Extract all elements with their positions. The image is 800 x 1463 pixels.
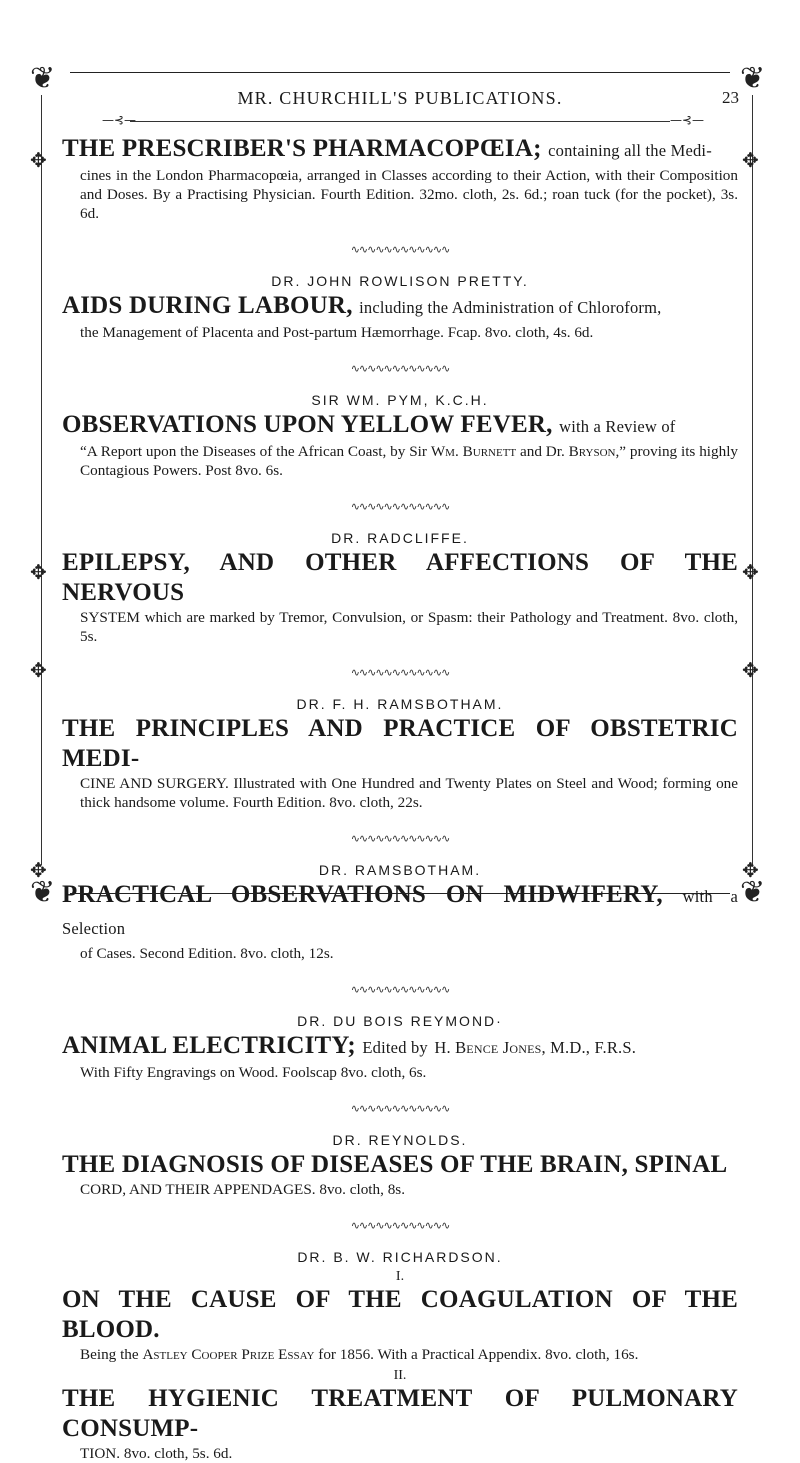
ornament-right-1-icon: ✥	[742, 148, 759, 172]
header-rule-right-icon: —⊰—	[670, 113, 705, 127]
entry-pulmonary-consumption	[62, 1368, 738, 1463]
entry-description: the Management of Placenta and Post-partum Hæmorrhage. Fcap. 8vo. cloth, 4s. 6d.	[80, 324, 594, 341]
wavy-divider: ∿∿∿∿∿∿∿∿∿∿∿∿	[350, 362, 450, 375]
ornament-corner-bottom-left-icon: ❦	[30, 875, 56, 910]
page-number: 23	[722, 88, 739, 107]
wavy-divider: ∿∿∿∿∿∿∿∿∿∿∿∿	[350, 666, 450, 679]
header-rule	[130, 121, 670, 122]
ornament-corner-top-right-icon: ❦	[740, 61, 766, 96]
ornament-left-4-icon: ✥	[30, 858, 47, 882]
entry-animal-electricity	[62, 1013, 738, 1082]
entry-yellow-fever	[62, 392, 738, 480]
entry-description: Being the Astley Cooper Prize Essay for 1856. With a Practical Appendix. 8vo. cloth, 16s.	[80, 1346, 639, 1363]
entry-numeral: I.	[395, 1269, 405, 1284]
wavy-divider: ∿∿∿∿∿∿∿∿∿∿∿∿	[350, 500, 450, 513]
entry-diseases-of-brain	[62, 1132, 738, 1199]
entry-description: “A Report upon the Diseases of the African Coast, by Sir Wm. Burnett and Dr. Bryson,” proving its highly Contagious Powers. Post 8vo. 6s.	[80, 443, 739, 479]
entry-midwifery	[62, 862, 738, 963]
wavy-divider: ∿∿∿∿∿∿∿∿∿∿∿∿	[350, 832, 450, 845]
entry-aids-during-labour	[62, 273, 738, 342]
running-header: MR. CHURCHILL'S PUBLICATIONS.	[237, 88, 563, 108]
entry-author: DR. B. W. RICHARDSON.	[297, 1249, 503, 1265]
ornament-right-3-icon: ✥	[742, 658, 759, 682]
entry-description: cines in the London Pharmacopœia, arranged in Classes according to their Action, with their Composition and Doses. By a Practising Physician. Fourth Edition. 32mo. cloth, 2s. 6d.; roan tuck (for the pocket), 3s. 6d.	[80, 167, 738, 222]
entry-description: of Cases. Second Edition. 8vo. cloth, 12s.	[80, 945, 334, 962]
entry-author: DR. F. H. RAMSBOTHAM.	[296, 696, 504, 712]
entry-title: AIDS DURING LABOUR, including the Administration of Chloroform,	[62, 292, 662, 319]
ornament-right-2-icon: ✥	[742, 560, 759, 584]
entry-title: ON THE CAUSE OF THE COAGULATION OF THE BLOOD.	[62, 1286, 738, 1343]
entry-author: SIR WM. PYM, K.C.H.	[311, 392, 489, 408]
entry-title: EPILEPSY, AND OTHER AFFECTIONS OF THE NERVOUS	[62, 549, 738, 606]
entry-coagulation-of-blood	[62, 1249, 738, 1364]
ornament-left-1-icon: ✥	[30, 148, 47, 172]
wavy-divider: ∿∿∿∿∿∿∿∿∿∿∿∿	[350, 1102, 450, 1115]
entry-title: THE HYGIENIC TREATMENT OF PULMONARY CONSUMP-	[62, 1385, 738, 1442]
frame-right	[752, 95, 753, 865]
entry-author: DR. RAMSBOTHAM.	[318, 862, 482, 878]
header-rule-left-icon: —⊰—	[102, 113, 137, 127]
ornament-corner-top-left-icon: ❦	[30, 61, 56, 96]
top-rule	[70, 72, 730, 73]
entry-title: PRACTICAL OBSERVATIONS ON MIDWIFERY, with a Selection	[62, 881, 739, 938]
ornament-left-2-icon: ✥	[30, 560, 47, 584]
ornament-left-3-icon: ✥	[30, 658, 47, 682]
entry-author: DR. REYNOLDS.	[332, 1132, 468, 1148]
entry-title: OBSERVATIONS UPON YELLOW FEVER, with a Review of	[62, 411, 676, 438]
ornament-right-4-icon: ✥	[742, 858, 759, 882]
wavy-divider: ∿∿∿∿∿∿∿∿∿∿∿∿	[350, 983, 450, 996]
entry-description: With Fifty Engravings on Wood. Foolscap 8vo. cloth, 6s.	[80, 1064, 427, 1081]
entry-description: CORD, AND THEIR APPENDAGES. 8vo. cloth, 8s.	[80, 1181, 406, 1198]
entry-prescribers-pharmacopoeia	[62, 134, 738, 223]
entry-title: THE DIAGNOSIS OF DISEASES OF THE BRAIN, SPINAL	[62, 1151, 728, 1178]
entry-description: TION. 8vo. cloth, 5s. 6d.	[80, 1445, 233, 1462]
entry-title: THE PRESCRIBER'S PHARMACOPŒIA; containing all the Medi-	[62, 135, 712, 162]
entry-epilepsy	[62, 530, 738, 646]
entry-description: CINE AND SURGERY. Illustrated with One Hundred and Twenty Plates on Steel and Wood; forming one thick handsome volume. Fourth Edition. 8vo. cloth, 22s.	[80, 775, 738, 811]
wavy-divider: ∿∿∿∿∿∿∿∿∿∿∿∿	[350, 243, 450, 256]
entry-obstetric-medicine	[62, 696, 738, 812]
catalogue-content	[62, 134, 738, 1463]
entry-title: ANIMAL ELECTRICITY; Edited by H. Bence Jones, M.D., F.R.S.	[62, 1032, 637, 1059]
entry-numeral: II.	[393, 1368, 407, 1383]
bottom-rule	[70, 893, 730, 894]
entry-author: DR. RADCLIFFE.	[331, 530, 469, 546]
entry-author: DR. JOHN ROWLISON PRETTY.	[271, 273, 529, 289]
wavy-divider: ∿∿∿∿∿∿∿∿∿∿∿∿	[350, 1219, 450, 1232]
ornament-corner-bottom-right-icon: ❦	[740, 875, 766, 910]
frame-left	[41, 95, 42, 865]
entry-title: THE PRINCIPLES AND PRACTICE OF OBSTETRIC MEDI-	[62, 715, 738, 772]
entry-description: SYSTEM which are marked by Tremor, Convulsion, or Spasm: their Pathology and Treatment. 8vo. cloth, 5s.	[80, 609, 738, 645]
entry-author: DR. DU BOIS REYMOND·	[297, 1013, 503, 1029]
